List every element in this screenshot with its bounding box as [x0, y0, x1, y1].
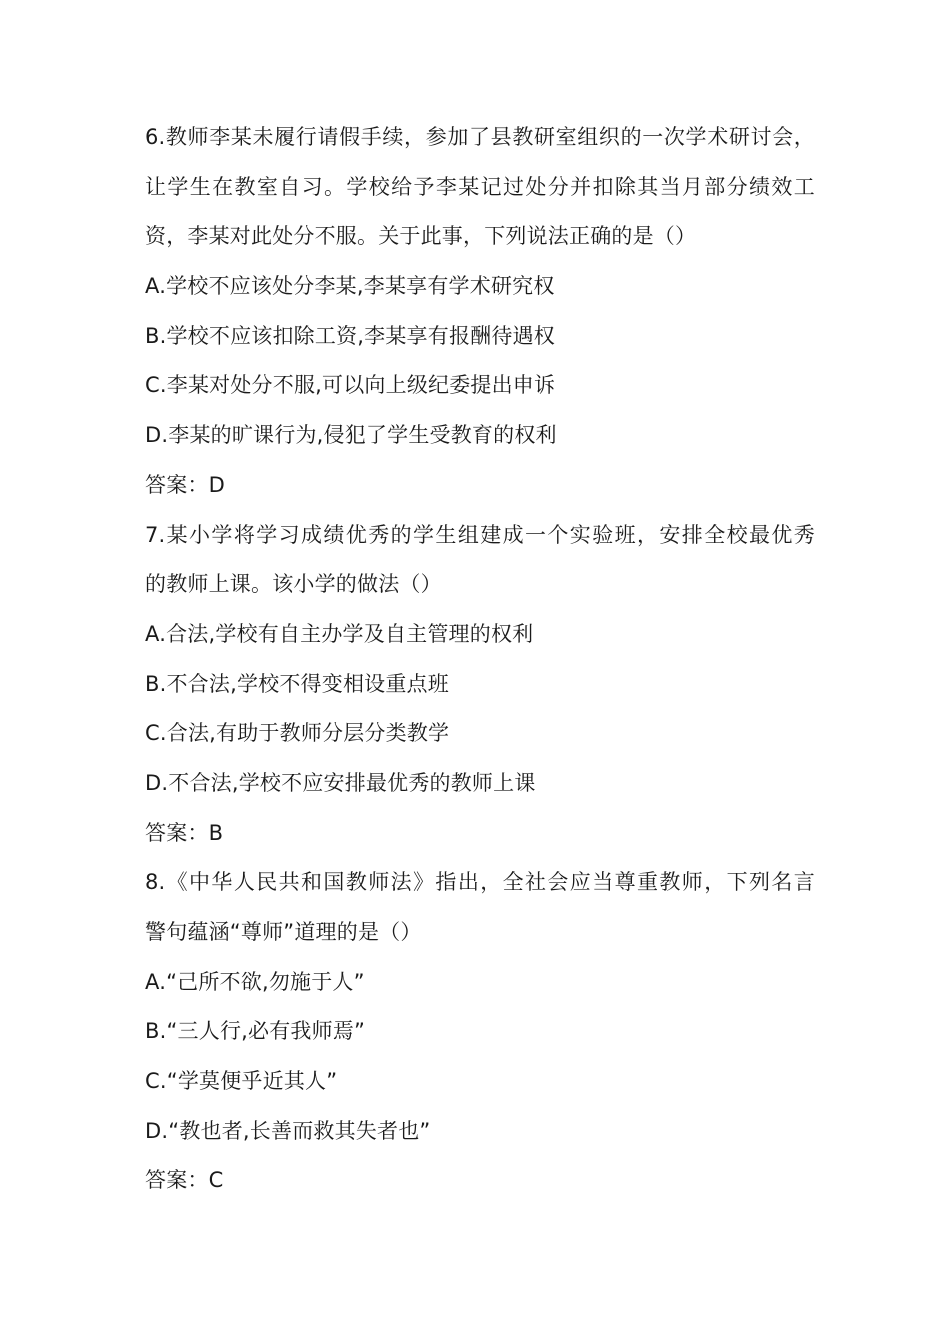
question-stem-line: 的教师上课。该小学的做法（） — [145, 572, 442, 597]
question-6 — [145, 113, 815, 511]
answer: 答案：D — [145, 472, 225, 497]
question-stem-line: 警句蕴涵“尊师”道理的是（） — [145, 920, 422, 944]
option-a: A.“己所不欲,勿施于人” — [145, 969, 365, 994]
option-b: B.学校不应该扣除工资,李某享有报酬待遇权 — [145, 323, 555, 348]
question-stem-line: 6.教师李某未履行请假手续，参加了县教研室组织的一次学术研讨会， — [145, 125, 815, 149]
question-stem-line: 资，李某对此处分不服。关于此事，下列说法正确的是（） — [145, 224, 697, 249]
question-stem-line: 7.某小学将学习成绩优秀的学生组建成一个实验班，安排全校最优秀 — [145, 522, 815, 547]
question-stem-line: 8.《中华人民共和国教师法》指出，全社会应当尊重教师，下列名言 — [145, 870, 815, 895]
option-c: C.李某对处分不服,可以向上级纪委提出申诉 — [145, 373, 556, 398]
option-d: D.李某的旷课行为,侵犯了学生受教育的权利 — [145, 423, 557, 448]
answer: 答案：B — [145, 820, 224, 845]
option-a: A.学校不应该处分李某,李某享有学术研究权 — [145, 274, 555, 299]
document-page — [145, 113, 815, 1206]
option-c: C.“学莫便乎近其人” — [145, 1069, 338, 1094]
option-b: B.不合法,学校不得变相设重点班 — [145, 671, 449, 696]
option-b: B.“三人行,必有我师焉” — [145, 1019, 366, 1044]
answer: 答案：C — [145, 1168, 224, 1193]
option-d: D.不合法,学校不应安排最优秀的教师上课 — [145, 770, 536, 795]
question-stem-line: 让学生在教室自习。学校给予李某记过处分并扣除其当月部分绩效工 — [145, 174, 815, 199]
question-7 — [145, 511, 815, 859]
option-d: D.“教也者,长善而救其失者也” — [145, 1118, 431, 1143]
question-8 — [145, 858, 815, 1206]
option-c: C.合法,有助于教师分层分类教学 — [145, 721, 450, 746]
option-a: A.合法,学校有自主办学及自主管理的权利 — [145, 621, 534, 646]
